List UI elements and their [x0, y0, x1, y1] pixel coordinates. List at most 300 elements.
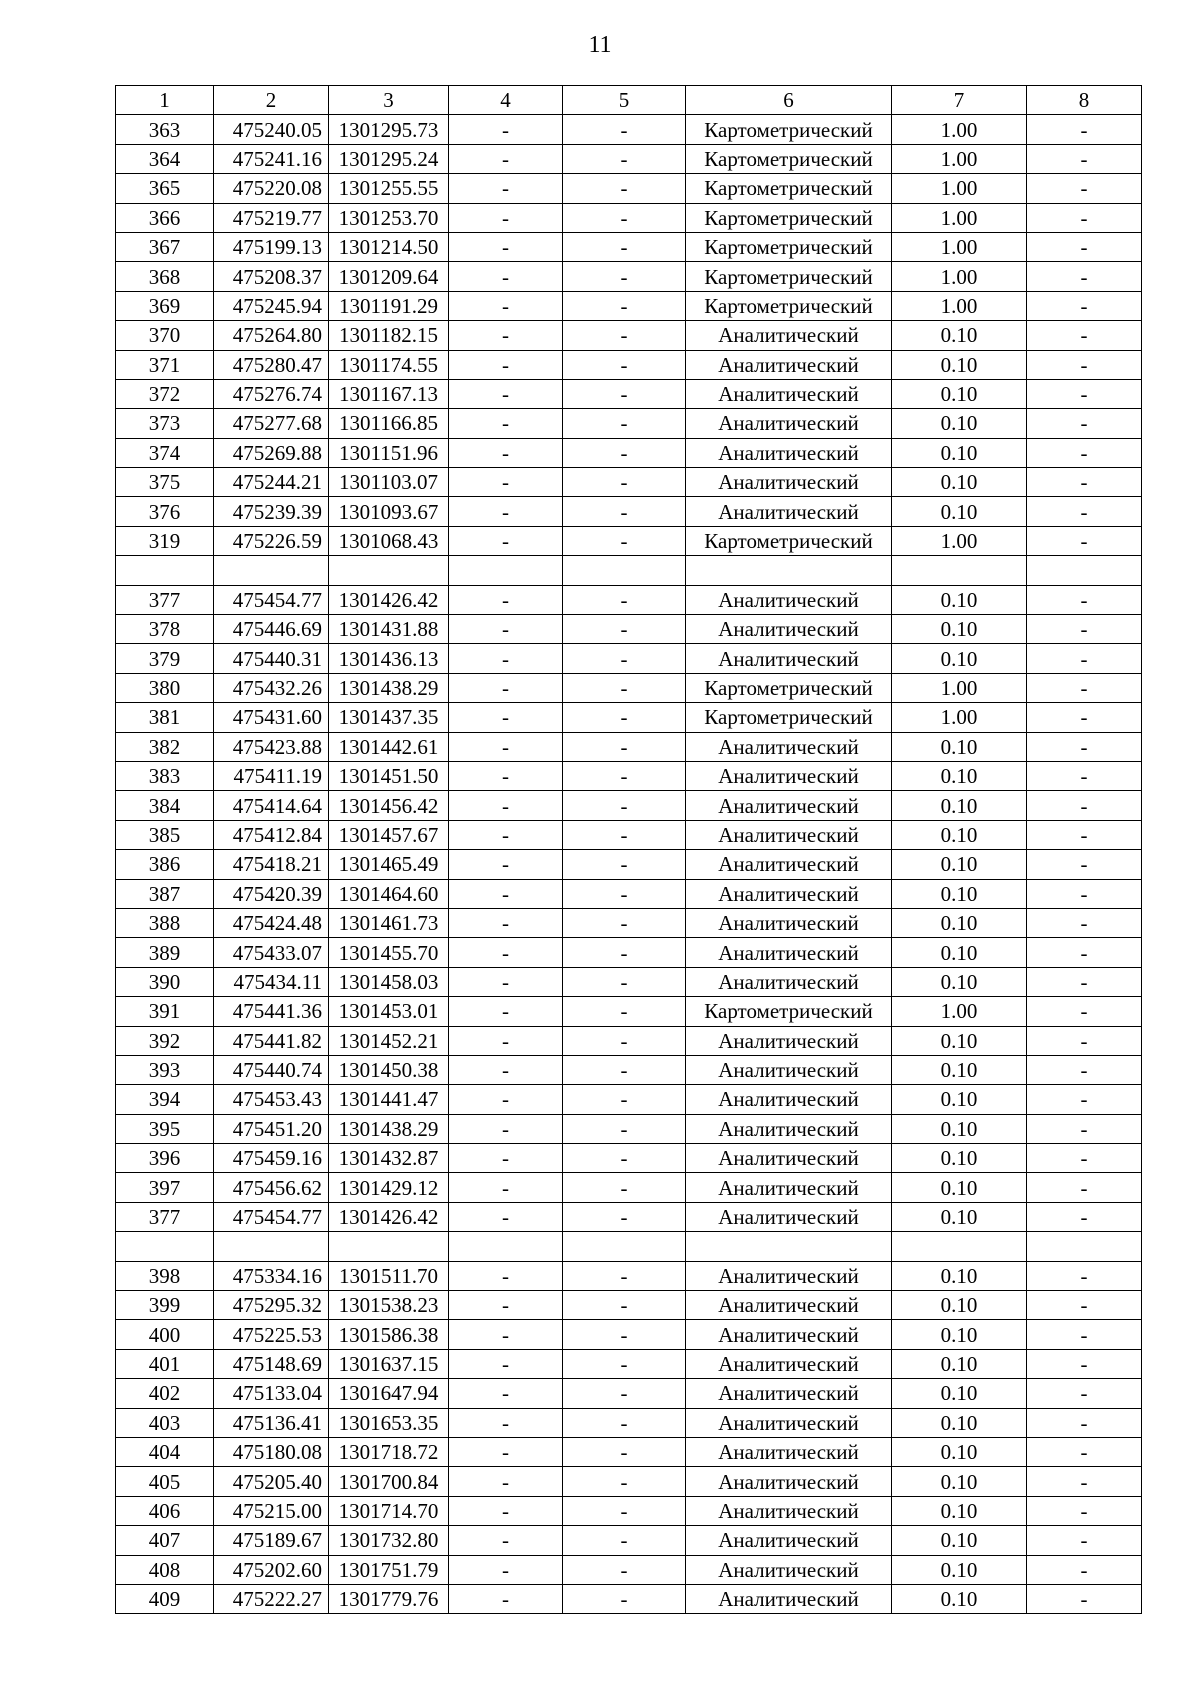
y-coordinate-cell: 1301191.29: [329, 291, 449, 320]
col8-cell: -: [1027, 820, 1142, 849]
table-row: [116, 1320, 1142, 1349]
accuracy-cell: 0.10: [892, 938, 1027, 967]
col4-cell: -: [449, 1379, 563, 1408]
table-row: [116, 291, 1142, 320]
col8-cell: -: [1027, 1437, 1142, 1466]
y-coordinate-cell: 1301779.76: [329, 1584, 449, 1613]
y-coordinate-cell: [329, 556, 449, 585]
col8-cell: -: [1027, 1202, 1142, 1231]
x-coordinate-cell: 475202.60: [214, 1555, 329, 1584]
col5-cell: -: [563, 938, 686, 967]
x-coordinate-cell: 475133.04: [214, 1379, 329, 1408]
col5-cell: -: [563, 1496, 686, 1525]
y-coordinate-cell: 1301586.38: [329, 1320, 449, 1349]
method-cell: Аналитический: [686, 1496, 892, 1525]
y-coordinate-cell: 1301068.43: [329, 526, 449, 555]
table-row: [116, 232, 1142, 261]
table-row: [116, 1584, 1142, 1613]
method-cell: Аналитический: [686, 1467, 892, 1496]
col4-cell: -: [449, 1320, 563, 1349]
header-cell-8: 8: [1027, 86, 1142, 115]
col5-cell: -: [563, 615, 686, 644]
col5-cell: -: [563, 820, 686, 849]
x-coordinate-cell: 475432.26: [214, 673, 329, 702]
col8-cell: -: [1027, 350, 1142, 379]
method-cell: Аналитический: [686, 497, 892, 526]
method-cell: Аналитический: [686, 1291, 892, 1320]
point-number-cell: 379: [116, 644, 214, 673]
table-row: [116, 850, 1142, 879]
point-number-cell: 384: [116, 791, 214, 820]
col8-cell: -: [1027, 703, 1142, 732]
method-cell: Картометрический: [686, 291, 892, 320]
col4-cell: -: [449, 1408, 563, 1437]
x-coordinate-cell: 475453.43: [214, 1085, 329, 1114]
col5-cell: -: [563, 468, 686, 497]
table-row: [116, 468, 1142, 497]
col8-cell: -: [1027, 644, 1142, 673]
table-row: [116, 1144, 1142, 1173]
col5-cell: -: [563, 1408, 686, 1437]
x-coordinate-cell: 475423.88: [214, 732, 329, 761]
method-cell: Аналитический: [686, 820, 892, 849]
point-number-cell: 387: [116, 879, 214, 908]
method-cell: Аналитический: [686, 644, 892, 673]
col4-cell: -: [449, 615, 563, 644]
method-cell: Аналитический: [686, 321, 892, 350]
x-coordinate-cell: 475180.08: [214, 1437, 329, 1466]
method-cell: Картометрический: [686, 174, 892, 203]
table-header-row: [116, 86, 1142, 115]
y-coordinate-cell: 1301441.47: [329, 1085, 449, 1114]
x-coordinate-cell: 475219.77: [214, 203, 329, 232]
x-coordinate-cell: 475222.27: [214, 1584, 329, 1613]
col8-cell: -: [1027, 1114, 1142, 1143]
method-cell: Аналитический: [686, 761, 892, 790]
method-cell: Картометрический: [686, 703, 892, 732]
col5-cell: -: [563, 203, 686, 232]
point-number-cell: 371: [116, 350, 214, 379]
header-cell-6: 6: [686, 86, 892, 115]
col5-cell: -: [563, 1144, 686, 1173]
point-number-cell: 381: [116, 703, 214, 732]
col5-cell: -: [563, 526, 686, 555]
y-coordinate-cell: 1301429.12: [329, 1173, 449, 1202]
accuracy-cell: 1.00: [892, 673, 1027, 702]
col4-cell: -: [449, 703, 563, 732]
header-cell-2: 2: [214, 86, 329, 115]
col8-cell: -: [1027, 497, 1142, 526]
x-coordinate-cell: 475277.68: [214, 409, 329, 438]
accuracy-cell: 1.00: [892, 262, 1027, 291]
accuracy-cell: 0.10: [892, 1408, 1027, 1437]
table-row: [116, 1114, 1142, 1143]
col5-cell: -: [563, 1584, 686, 1613]
accuracy-cell: 0.10: [892, 850, 1027, 879]
col4-cell: -: [449, 791, 563, 820]
accuracy-cell: 0.10: [892, 1555, 1027, 1584]
col4-cell: -: [449, 761, 563, 790]
accuracy-cell: 0.10: [892, 908, 1027, 937]
method-cell: Картометрический: [686, 115, 892, 144]
point-number-cell: 405: [116, 1467, 214, 1496]
col5-cell: -: [563, 644, 686, 673]
col8-cell: [1027, 1232, 1142, 1261]
accuracy-cell: 1.00: [892, 526, 1027, 555]
y-coordinate-cell: 1301653.35: [329, 1408, 449, 1437]
col8-cell: -: [1027, 1584, 1142, 1613]
col8-cell: -: [1027, 791, 1142, 820]
col8-cell: -: [1027, 1555, 1142, 1584]
col8-cell: -: [1027, 1467, 1142, 1496]
col8-cell: -: [1027, 1026, 1142, 1055]
method-cell: Аналитический: [686, 1584, 892, 1613]
col4-cell: -: [449, 1173, 563, 1202]
col8-cell: -: [1027, 879, 1142, 908]
method-cell: Аналитический: [686, 438, 892, 467]
table-row: [116, 526, 1142, 555]
y-coordinate-cell: 1301461.73: [329, 908, 449, 937]
col8-cell: -: [1027, 1291, 1142, 1320]
header-cell-5: 5: [563, 86, 686, 115]
accuracy-cell: 0.10: [892, 585, 1027, 614]
method-cell: [686, 1232, 892, 1261]
method-cell: Аналитический: [686, 1379, 892, 1408]
method-cell: Картометрический: [686, 232, 892, 261]
point-number-cell: 369: [116, 291, 214, 320]
method-cell: Аналитический: [686, 1261, 892, 1290]
x-coordinate-cell: 475220.08: [214, 174, 329, 203]
table-row: [116, 761, 1142, 790]
col5-cell: -: [563, 291, 686, 320]
point-number-cell: 382: [116, 732, 214, 761]
x-coordinate-cell: 475414.64: [214, 791, 329, 820]
x-coordinate-cell: 475441.36: [214, 997, 329, 1026]
point-number-cell: 392: [116, 1026, 214, 1055]
y-coordinate-cell: 1301732.80: [329, 1526, 449, 1555]
x-coordinate-cell: 475280.47: [214, 350, 329, 379]
accuracy-cell: 0.10: [892, 379, 1027, 408]
col5-cell: -: [563, 703, 686, 732]
col5-cell: -: [563, 879, 686, 908]
col8-cell: -: [1027, 115, 1142, 144]
method-cell: Картометрический: [686, 262, 892, 291]
y-coordinate-cell: 1301718.72: [329, 1437, 449, 1466]
col5-cell: -: [563, 144, 686, 173]
point-number-cell: 367: [116, 232, 214, 261]
col8-cell: -: [1027, 174, 1142, 203]
accuracy-cell: 0.10: [892, 1437, 1027, 1466]
method-cell: Аналитический: [686, 967, 892, 996]
header-cell-7: 7: [892, 86, 1027, 115]
col8-cell: -: [1027, 1085, 1142, 1114]
x-coordinate-cell: 475451.20: [214, 1114, 329, 1143]
x-coordinate-cell: 475264.80: [214, 321, 329, 350]
x-coordinate-cell: 475441.82: [214, 1026, 329, 1055]
col4-cell: -: [449, 997, 563, 1026]
x-coordinate-cell: 475199.13: [214, 232, 329, 261]
point-number-cell: 365: [116, 174, 214, 203]
method-cell: Аналитический: [686, 879, 892, 908]
col8-cell: -: [1027, 1496, 1142, 1525]
x-coordinate-cell: 475433.07: [214, 938, 329, 967]
col4-cell: -: [449, 1144, 563, 1173]
col5-cell: -: [563, 1261, 686, 1290]
col5-cell: -: [563, 438, 686, 467]
method-cell: Аналитический: [686, 1349, 892, 1378]
col8-cell: -: [1027, 291, 1142, 320]
method-cell: Аналитический: [686, 1555, 892, 1584]
point-number-cell: 380: [116, 673, 214, 702]
point-number-cell: 388: [116, 908, 214, 937]
point-number-cell: 363: [116, 115, 214, 144]
accuracy-cell: 1.00: [892, 703, 1027, 732]
col8-cell: -: [1027, 232, 1142, 261]
accuracy-cell: 0.10: [892, 1173, 1027, 1202]
point-number-cell: 402: [116, 1379, 214, 1408]
col4-cell: -: [449, 497, 563, 526]
method-cell: Аналитический: [686, 585, 892, 614]
point-number-cell: 370: [116, 321, 214, 350]
accuracy-cell: 0.10: [892, 350, 1027, 379]
x-coordinate-cell: 475412.84: [214, 820, 329, 849]
method-cell: Картометрический: [686, 203, 892, 232]
accuracy-cell: 0.10: [892, 879, 1027, 908]
accuracy-cell: 0.10: [892, 732, 1027, 761]
col8-cell: -: [1027, 409, 1142, 438]
accuracy-cell: 0.10: [892, 1320, 1027, 1349]
method-cell: Аналитический: [686, 1114, 892, 1143]
accuracy-cell: 0.10: [892, 1584, 1027, 1613]
col4-cell: -: [449, 321, 563, 350]
accuracy-cell: [892, 556, 1027, 585]
col5-cell: -: [563, 585, 686, 614]
y-coordinate-cell: 1301426.42: [329, 585, 449, 614]
y-coordinate-cell: 1301453.01: [329, 997, 449, 1026]
table-row: [116, 1261, 1142, 1290]
point-number-cell: 391: [116, 997, 214, 1026]
col8-cell: -: [1027, 468, 1142, 497]
table-row: [116, 673, 1142, 702]
y-coordinate-cell: 1301214.50: [329, 232, 449, 261]
header-cell-3: 3: [329, 86, 449, 115]
table-row: [116, 321, 1142, 350]
col4-cell: [449, 1232, 563, 1261]
col4-cell: -: [449, 468, 563, 497]
y-coordinate-cell: 1301465.49: [329, 850, 449, 879]
method-cell: Картометрический: [686, 144, 892, 173]
x-coordinate-cell: 475240.05: [214, 115, 329, 144]
y-coordinate-cell: 1301538.23: [329, 1291, 449, 1320]
x-coordinate-cell: 475334.16: [214, 1261, 329, 1290]
method-cell: Аналитический: [686, 1320, 892, 1349]
method-cell: Аналитический: [686, 379, 892, 408]
y-coordinate-cell: 1301457.67: [329, 820, 449, 849]
accuracy-cell: 1.00: [892, 115, 1027, 144]
header-cell-1: 1: [116, 86, 214, 115]
col4-cell: -: [449, 1349, 563, 1378]
table-row: [116, 967, 1142, 996]
method-cell: Картометрический: [686, 997, 892, 1026]
accuracy-cell: 0.10: [892, 1496, 1027, 1525]
x-coordinate-cell: 475189.67: [214, 1526, 329, 1555]
y-coordinate-cell: 1301436.13: [329, 644, 449, 673]
x-coordinate-cell: [214, 556, 329, 585]
accuracy-cell: 0.10: [892, 761, 1027, 790]
point-number-cell: 375: [116, 468, 214, 497]
y-coordinate-cell: 1301253.70: [329, 203, 449, 232]
y-coordinate-cell: 1301295.73: [329, 115, 449, 144]
col8-cell: -: [1027, 1261, 1142, 1290]
col5-cell: [563, 556, 686, 585]
y-coordinate-cell: 1301295.24: [329, 144, 449, 173]
accuracy-cell: 0.10: [892, 1202, 1027, 1231]
accuracy-cell: 1.00: [892, 144, 1027, 173]
col5-cell: -: [563, 1555, 686, 1584]
col5-cell: -: [563, 1055, 686, 1084]
col4-cell: -: [449, 1467, 563, 1496]
table-row: [116, 438, 1142, 467]
y-coordinate-cell: 1301751.79: [329, 1555, 449, 1584]
col5-cell: -: [563, 997, 686, 1026]
accuracy-cell: 0.10: [892, 1291, 1027, 1320]
col8-cell: -: [1027, 1408, 1142, 1437]
point-number-cell: 376: [116, 497, 214, 526]
method-cell: Картометрический: [686, 526, 892, 555]
y-coordinate-cell: 1301438.29: [329, 1114, 449, 1143]
table-body: [116, 86, 1142, 1614]
y-coordinate-cell: 1301166.85: [329, 409, 449, 438]
col5-cell: -: [563, 761, 686, 790]
col8-cell: -: [1027, 732, 1142, 761]
point-number-cell: 401: [116, 1349, 214, 1378]
y-coordinate-cell: [329, 1232, 449, 1261]
accuracy-cell: 0.10: [892, 615, 1027, 644]
accuracy-cell: 0.10: [892, 1379, 1027, 1408]
point-number-cell: 386: [116, 850, 214, 879]
point-number-cell: 396: [116, 1144, 214, 1173]
point-number-cell: 377: [116, 1202, 214, 1231]
x-coordinate-cell: 475411.19: [214, 761, 329, 790]
col5-cell: -: [563, 1085, 686, 1114]
table-row: [116, 1379, 1142, 1408]
col4-cell: -: [449, 144, 563, 173]
x-coordinate-cell: 475456.62: [214, 1173, 329, 1202]
table-row: [116, 379, 1142, 408]
table-row: [116, 644, 1142, 673]
accuracy-cell: 0.10: [892, 967, 1027, 996]
col5-cell: -: [563, 1526, 686, 1555]
x-coordinate-cell: 475276.74: [214, 379, 329, 408]
table-row: [116, 820, 1142, 849]
col4-cell: -: [449, 938, 563, 967]
point-number-cell: 372: [116, 379, 214, 408]
method-cell: Аналитический: [686, 615, 892, 644]
table-row: [116, 1026, 1142, 1055]
table-row: [116, 497, 1142, 526]
x-coordinate-cell: 475269.88: [214, 438, 329, 467]
point-number-cell: 366: [116, 203, 214, 232]
method-cell: Аналитический: [686, 1085, 892, 1114]
col4-cell: -: [449, 115, 563, 144]
point-number-cell: 407: [116, 1526, 214, 1555]
col4-cell: -: [449, 1584, 563, 1613]
y-coordinate-cell: 1301093.67: [329, 497, 449, 526]
y-coordinate-cell: 1301714.70: [329, 1496, 449, 1525]
table-row: [116, 997, 1142, 1026]
col5-cell: -: [563, 1467, 686, 1496]
method-cell: Аналитический: [686, 1055, 892, 1084]
table-row: [116, 791, 1142, 820]
col5-cell: -: [563, 1379, 686, 1408]
accuracy-cell: 1.00: [892, 203, 1027, 232]
method-cell: Аналитический: [686, 1173, 892, 1202]
y-coordinate-cell: 1301255.55: [329, 174, 449, 203]
method-cell: Аналитический: [686, 409, 892, 438]
accuracy-cell: 0.10: [892, 321, 1027, 350]
col4-cell: -: [449, 1026, 563, 1055]
col4-cell: -: [449, 967, 563, 996]
x-coordinate-cell: 475431.60: [214, 703, 329, 732]
col8-cell: -: [1027, 1320, 1142, 1349]
accuracy-cell: 0.10: [892, 1114, 1027, 1143]
col4-cell: -: [449, 1496, 563, 1525]
x-coordinate-cell: 475424.48: [214, 908, 329, 937]
table-row: [116, 1173, 1142, 1202]
col5-cell: -: [563, 497, 686, 526]
col8-cell: -: [1027, 438, 1142, 467]
x-coordinate-cell: 475244.21: [214, 468, 329, 497]
table-row: [116, 908, 1142, 937]
col5-cell: -: [563, 409, 686, 438]
point-number-cell: 400: [116, 1320, 214, 1349]
col5-cell: -: [563, 115, 686, 144]
y-coordinate-cell: 1301464.60: [329, 879, 449, 908]
y-coordinate-cell: 1301103.07: [329, 468, 449, 497]
col8-cell: -: [1027, 203, 1142, 232]
table-row: [116, 262, 1142, 291]
point-number-cell: 404: [116, 1437, 214, 1466]
x-coordinate-cell: 475225.53: [214, 1320, 329, 1349]
y-coordinate-cell: 1301700.84: [329, 1467, 449, 1496]
method-cell: Аналитический: [686, 1144, 892, 1173]
col5-cell: -: [563, 232, 686, 261]
col4-cell: -: [449, 850, 563, 879]
point-number-cell: 395: [116, 1114, 214, 1143]
col5-cell: -: [563, 350, 686, 379]
point-number-cell: 364: [116, 144, 214, 173]
point-number-cell: 374: [116, 438, 214, 467]
col8-cell: -: [1027, 379, 1142, 408]
point-number-cell: 373: [116, 409, 214, 438]
point-number-cell: 406: [116, 1496, 214, 1525]
col5-cell: -: [563, 1173, 686, 1202]
method-cell: Аналитический: [686, 908, 892, 937]
col4-cell: -: [449, 232, 563, 261]
x-coordinate-cell: 475295.32: [214, 1291, 329, 1320]
col4-cell: -: [449, 1085, 563, 1114]
method-cell: Аналитический: [686, 1526, 892, 1555]
col8-cell: -: [1027, 1526, 1142, 1555]
table-row: [116, 115, 1142, 144]
accuracy-cell: 0.10: [892, 820, 1027, 849]
col8-cell: [1027, 556, 1142, 585]
col8-cell: -: [1027, 1379, 1142, 1408]
x-coordinate-cell: 475454.77: [214, 1202, 329, 1231]
y-coordinate-cell: 1301450.38: [329, 1055, 449, 1084]
y-coordinate-cell: 1301452.21: [329, 1026, 449, 1055]
col5-cell: -: [563, 262, 686, 291]
